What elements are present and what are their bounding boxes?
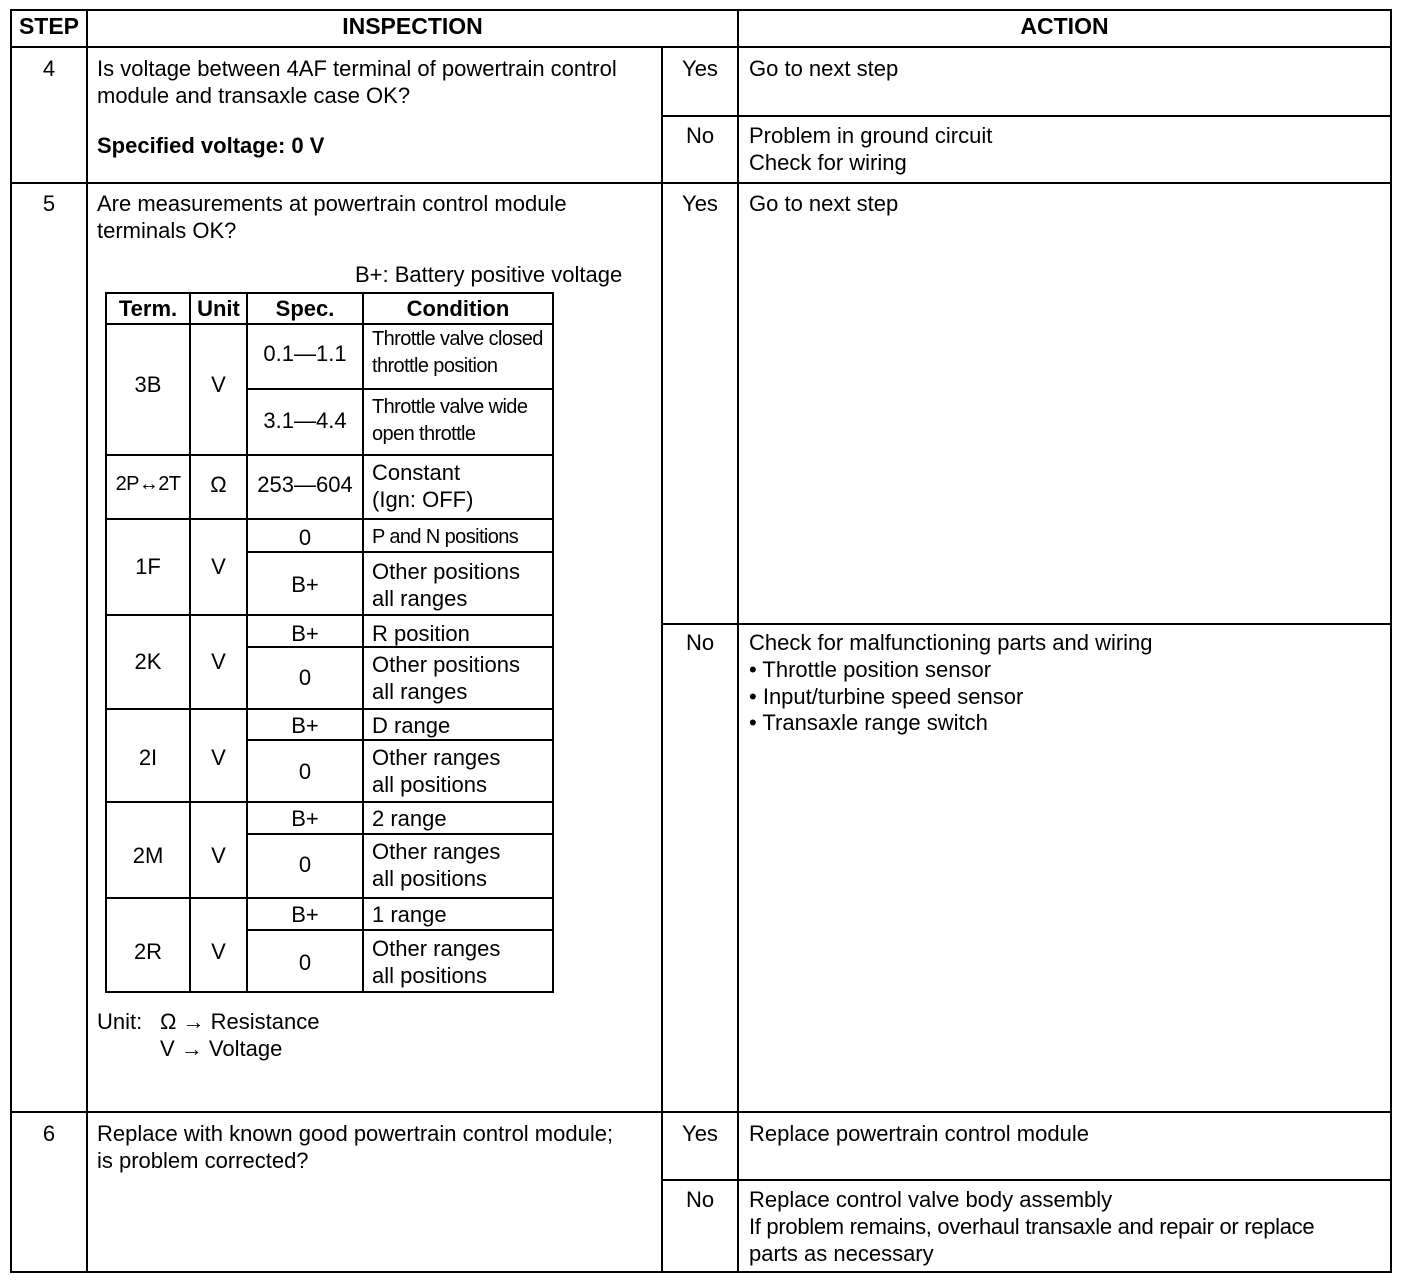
condition-cell: all positions: [372, 963, 487, 988]
unit-cell: V: [211, 843, 226, 868]
spec-cell: B+: [291, 572, 319, 597]
term-cell: 2P↔2T: [115, 473, 181, 495]
spec-header-spec: Spec.: [275, 296, 335, 321]
term-cell: 2K: [134, 649, 162, 674]
condition-cell: all positions: [372, 866, 487, 891]
term-cell: 2R: [133, 939, 163, 964]
unit-cell: V: [211, 745, 226, 770]
no-action: Problem in ground circuit: [749, 123, 993, 148]
condition-cell: all positions: [372, 772, 487, 797]
condition-cell: R position: [372, 621, 470, 646]
condition-cell: 2 range: [372, 806, 447, 831]
no-action: parts as necessary: [749, 1241, 934, 1266]
condition-cell: Other ranges: [372, 745, 501, 770]
unit-legend-voltage: V → Voltage: [160, 1036, 283, 1061]
spec-cell: 0: [298, 525, 312, 550]
spec-cell: B+: [291, 902, 319, 927]
bullet-text: Transaxle range switch: [762, 710, 988, 735]
specified-voltage: Specified voltage: 0 V: [97, 133, 325, 158]
condition-cell: P and N positions: [372, 526, 519, 548]
spec-header-term: Term.: [118, 296, 178, 321]
step-number: 6: [42, 1121, 56, 1146]
header-action: ACTION: [1020, 13, 1109, 39]
bullet-item: • Throttle position sensor: [749, 657, 992, 682]
spec-cell: 0.1—1.1: [263, 341, 347, 366]
condition-cell: all ranges: [372, 679, 468, 704]
condition-cell: Other ranges: [372, 936, 501, 961]
spec-cell: 0: [298, 665, 312, 690]
bullet-item: • Transaxle range switch: [749, 710, 988, 735]
yes-label: Yes: [682, 56, 718, 81]
spec-cell: 0: [298, 852, 312, 877]
yes-action: Go to next step: [749, 191, 899, 216]
unit-cell: V: [211, 554, 226, 579]
header-step: STEP: [18, 13, 80, 39]
condition-cell: Throttle valve closed: [372, 328, 543, 350]
header-inspection: INSPECTION: [342, 13, 483, 39]
inspection-text: terminals OK?: [97, 218, 237, 243]
bullet-item: • Input/turbine speed sensor: [749, 684, 1024, 709]
spec-header-condition: Condition: [406, 296, 510, 321]
condition-cell: all ranges: [372, 586, 468, 611]
condition-cell: Other ranges: [372, 839, 501, 864]
spec-cell: B+: [291, 621, 319, 646]
term-cell: 3B: [134, 372, 162, 397]
spec-cell: B+: [291, 806, 319, 831]
term-cell: 2I: [138, 745, 158, 770]
unit-cell: Ω: [210, 472, 227, 497]
condition-cell: open throttle: [372, 423, 476, 445]
no-action: Replace control valve body assembly: [749, 1187, 1113, 1212]
yes-action: Go to next step: [749, 56, 899, 81]
condition-cell: Constant: [372, 460, 461, 485]
step-number: 4: [42, 56, 56, 81]
condition-cell: 1 range: [372, 902, 447, 927]
no-action: Check for wiring: [749, 150, 907, 175]
condition-cell: D range: [372, 713, 451, 738]
spec-cell: 0: [298, 950, 312, 975]
unit-cell: V: [211, 939, 226, 964]
inspection-text: Is voltage between 4AF terminal of powertrain control: [97, 56, 617, 81]
inspection-text: Replace with known good powertrain control module;: [97, 1121, 614, 1146]
unit-legend-prefix: Unit:: [97, 1009, 143, 1034]
spec-cell: 3.1—4.4: [263, 408, 347, 433]
bullet-text: Throttle position sensor: [762, 657, 992, 682]
no-label: No: [685, 630, 715, 655]
spec-cell: 253—604: [257, 472, 353, 497]
inspection-text: Are measurements at powertrain control module: [97, 191, 567, 216]
inspection-text: is problem corrected?: [97, 1148, 309, 1173]
unit-legend-resistance: Ω → Resistance: [160, 1009, 320, 1034]
condition-cell: Other positions: [372, 652, 520, 677]
no-action-title: Check for malfunctioning parts and wiring: [749, 630, 1153, 655]
condition-cell: throttle position: [372, 355, 498, 377]
spec-cell: 0: [298, 759, 312, 784]
term-cell: 2M: [132, 843, 164, 868]
yes-label: Yes: [682, 191, 718, 216]
unit-cell: V: [211, 649, 226, 674]
term-cell: 1F: [135, 554, 161, 579]
spec-cell: B+: [291, 713, 319, 738]
condition-cell: (Ign: OFF): [372, 487, 474, 512]
bplus-note: B+: Battery positive voltage: [355, 262, 623, 287]
no-label: No: [685, 1187, 715, 1212]
condition-cell: Throttle valve wide: [372, 396, 528, 418]
bullet-text: Input/turbine speed sensor: [762, 684, 1024, 709]
step-number: 5: [42, 191, 56, 216]
no-action: If problem remains, overhaul transaxle and repair or replace: [749, 1214, 1315, 1239]
yes-label: Yes: [682, 1121, 718, 1146]
yes-action: Replace powertrain control module: [749, 1121, 1089, 1146]
inspection-text: module and transaxle case OK?: [97, 83, 411, 108]
condition-cell: Other positions: [372, 559, 520, 584]
no-label: No: [685, 123, 715, 148]
spec-header-unit: Unit: [197, 296, 240, 321]
unit-cell: V: [211, 372, 226, 397]
